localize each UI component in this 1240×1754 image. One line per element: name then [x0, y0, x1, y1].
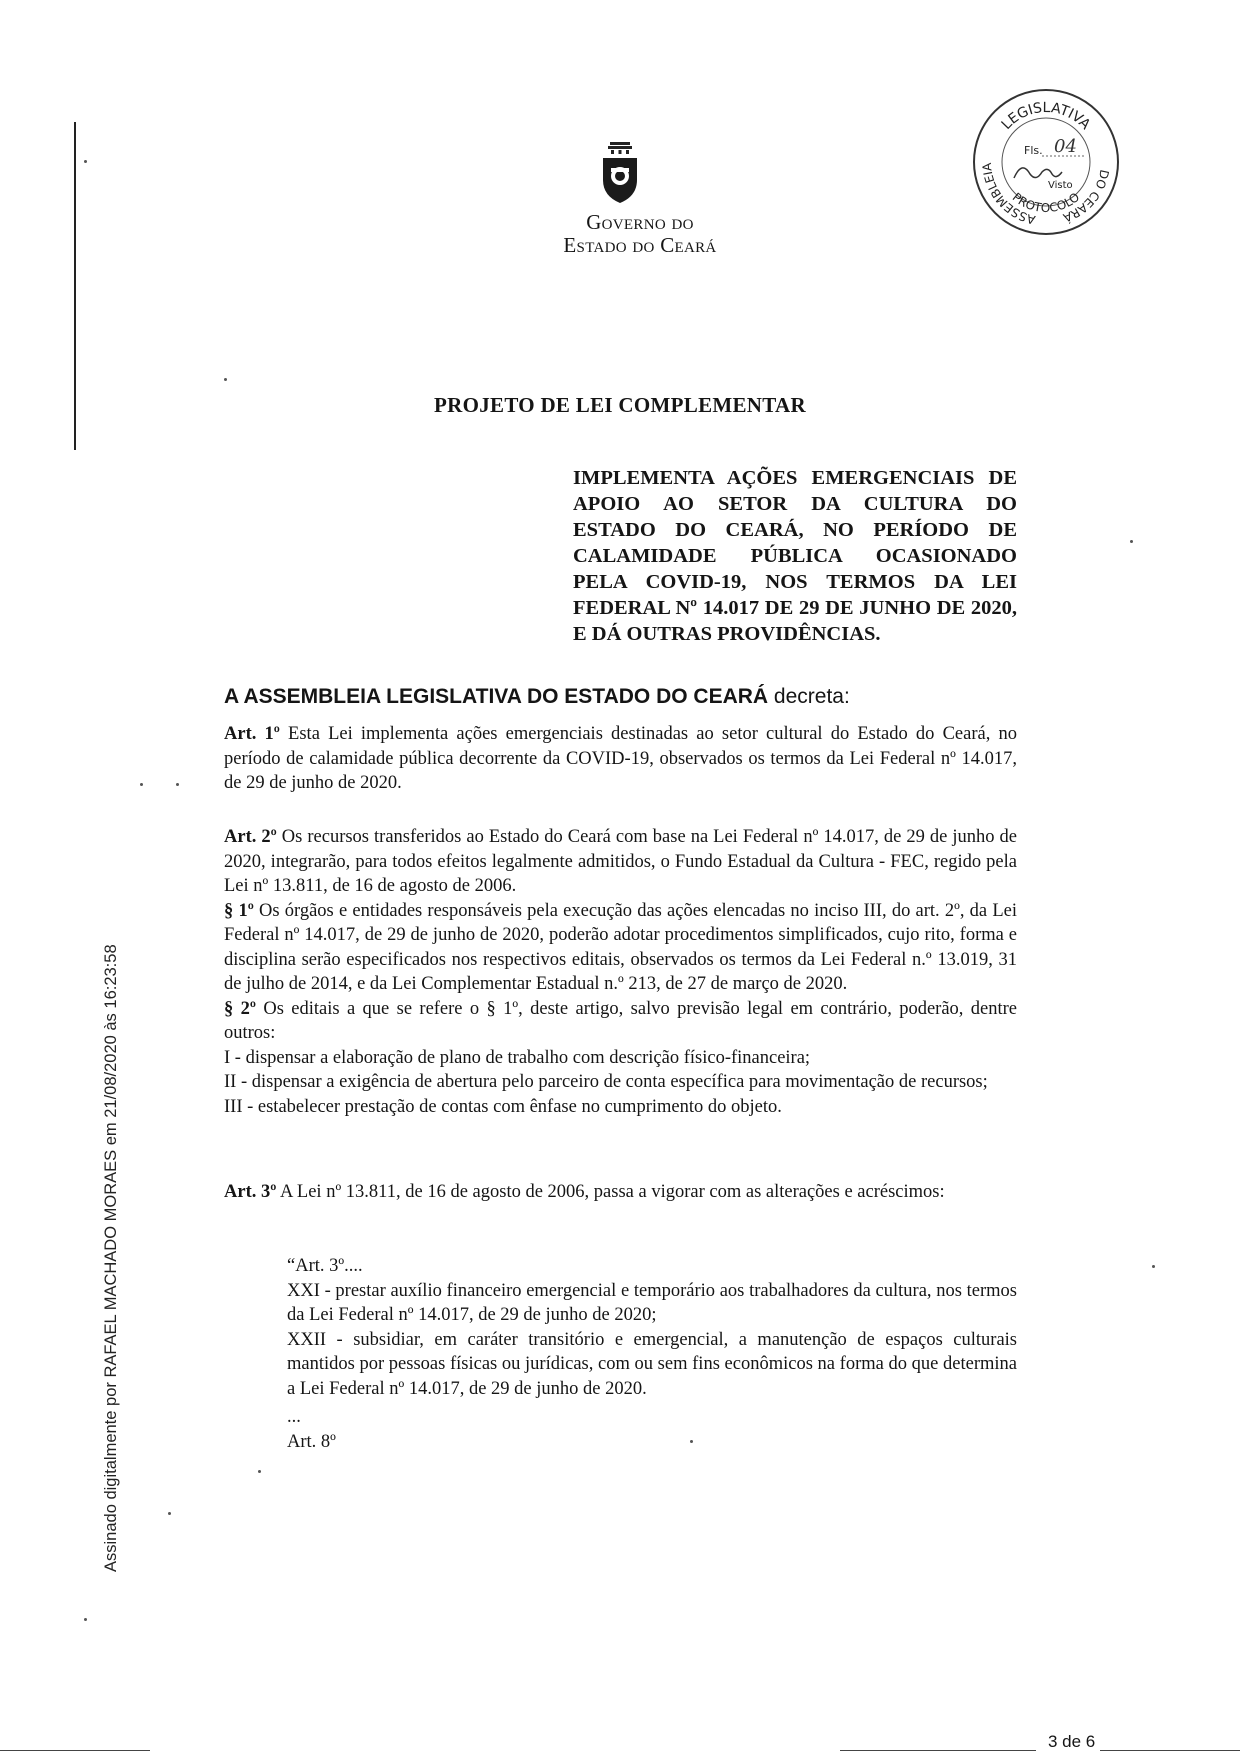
ementa-line: APOIO AO SETOR DA CULTURA DO: [573, 493, 1017, 515]
article-2: [224, 825, 1017, 1119]
stamp-bottom-text: PROTOCOLO: [1009, 189, 1083, 216]
amendment-quote: [287, 1254, 1017, 1454]
article-3-text: A Lei nº 13.811, de 16 de agosto de 2006, passa a vigorar com as alterações e acréscimos:: [276, 1182, 945, 1202]
page-number: 3 de 6: [1048, 1732, 1096, 1751]
document-title: PROJETO DE LEI COMPLEMENTAR: [434, 393, 806, 417]
stamp-top-text: LEGISLATIVA: [998, 99, 1094, 133]
footer-rule-left: [0, 1750, 150, 1751]
article-2-text: Os recursos transferidos ao Estado do Ceará com base na Lei Federal nº 14.017, de 29 de junho de 2020, integrarão, para todos efeitos legalmente admitidos, o Fundo Estadual da Cultura - FEC, regido pela Lei nº 13.811, de 16 de agosto de 2006.: [224, 827, 1017, 896]
protocol-stamp: [966, 82, 1126, 247]
stamp-handwritten-signature: [1014, 168, 1062, 178]
scan-speck: [84, 1618, 87, 1621]
stamp-left-text: ASSEMBLEIA: [979, 162, 1037, 227]
quote-art-3: “Art. 3º....: [287, 1256, 363, 1276]
ementa: [573, 465, 1017, 647]
scan-speck: [1152, 1265, 1155, 1268]
inciso-1: I - dispensar a elaboração de plano de trabalho com descrição físico-financeira;: [224, 1047, 811, 1068]
paragraph-1-label: § 1º: [224, 900, 254, 921]
scan-speck: [140, 783, 143, 786]
scan-speck: [176, 783, 179, 786]
ementa-line: E DÁ OUTRAS PROVIDÊNCIAS.: [573, 623, 881, 645]
scan-speck: [168, 1512, 171, 1515]
scan-speck: [258, 1470, 261, 1473]
state-coat-of-arms: [600, 142, 640, 209]
paragraph-2-text: Os editais a que se refere o § 1º, deste artigo, salvo previsão legal em contrário, poderão, dentre outros:: [224, 998, 1017, 1043]
paragraph-1-text: Os órgãos e entidades responsáveis pela execução das ações elencadas no inciso III, do art. 2º, da Lei Federal nº 14.017, de 29 de junho de 2020, poderão adotar procedimentos simplificados, cujo rito, forma e disciplina serão especificados nos respectivos editais, observados os termos da Lei Federal n.º 13.019, 31 de julho de 2014, e da Lei Complementar Estadual n.º 213, de 27 de março de 2020.: [224, 900, 1017, 994]
stamp-visto-label: Visto: [1048, 180, 1073, 191]
quote-art-8: Art. 8º: [287, 1431, 336, 1452]
stamp-right-text: DO CEARÁ: [1061, 168, 1112, 225]
article-3: [224, 1180, 1017, 1205]
ementa-line: PELA COVID-19, NOS TERMOS DA LEI: [573, 571, 1017, 593]
ementa-line: IMPLEMENTA AÇÕES EMERGENCIAIS DE: [573, 467, 1017, 489]
paragraph-2-label: § 2º: [224, 998, 256, 1019]
article-1-label: Art. 1º: [224, 724, 280, 744]
scan-speck: [84, 160, 87, 163]
stamp-fls-value: 04: [1054, 136, 1077, 157]
scan-speck: [1130, 540, 1133, 543]
scan-speck: [690, 1440, 693, 1443]
left-margin-line: [74, 122, 76, 450]
quote-inciso-xxii: XXII - subsidiar, em caráter transitório e emergencial, a manutenção de espaços culturais mantidos por pessoas físicas ou jurídicas, com ou sem fins econômicos na forma do que determina a Lei Federal nº 14.017, de 29 de junho de 2020.: [287, 1329, 1017, 1399]
footer-rule-right: [1100, 1750, 1240, 1751]
inciso-2: II - dispensar a exigência de abertura pelo parceiro de conta específica para movimentação de recursos;: [224, 1072, 988, 1092]
quote-inciso-xxi: XXI - prestar auxílio financeiro emergencial e temporário aos trabalhadores da cultura, nos termos da Lei Federal nº 14.017, de 29 de junho de 2020;: [287, 1280, 1017, 1325]
stamp-fls-label: Fls.: [1024, 144, 1043, 157]
enacting-clause: [224, 685, 1024, 709]
article-3-label: Art. 3º: [224, 1182, 277, 1202]
article-1: [224, 722, 1017, 796]
quote-ellipsis: ...: [287, 1407, 301, 1427]
article-1-text: Esta Lei implementa ações emergenciais destinadas ao setor cultural do Estado do Ceará, no período de calamidade pública decorrente da COVID-19, observados os termos da Lei Federal nº 14.017, de 29 de junho de 2020.: [224, 724, 1017, 793]
scan-speck: [224, 378, 227, 381]
digital-signature-note: Assinado digitalmente por RAFAEL MACHADO MORAES em 21/08/2020 às 16:23:58: [102, 944, 120, 1572]
ementa-line: FEDERAL Nº 14.017 DE 29 DE JUNHO DE 2020,: [573, 597, 1017, 619]
ementa-line: CALAMIDADE PÚBLICA OCASIONADO: [573, 545, 1017, 567]
ementa-line: ESTADO DO CEARÁ, NO PERÍODO DE: [573, 519, 1017, 541]
footer-rule-mid: [840, 1750, 1036, 1751]
article-2-label: Art. 2º: [224, 827, 277, 847]
government-line-2: Estado do Ceará: [563, 233, 717, 257]
inciso-3: III - estabelecer prestação de contas com ênfase no cumprimento do objeto.: [224, 1096, 782, 1117]
government-line-1: Governo do: [586, 210, 694, 234]
enacting-clause-body: A ASSEMBLEIA LEGISLATIVA DO ESTADO DO CEARÁ: [224, 685, 769, 708]
enacting-clause-verb: decreta:: [768, 685, 850, 708]
